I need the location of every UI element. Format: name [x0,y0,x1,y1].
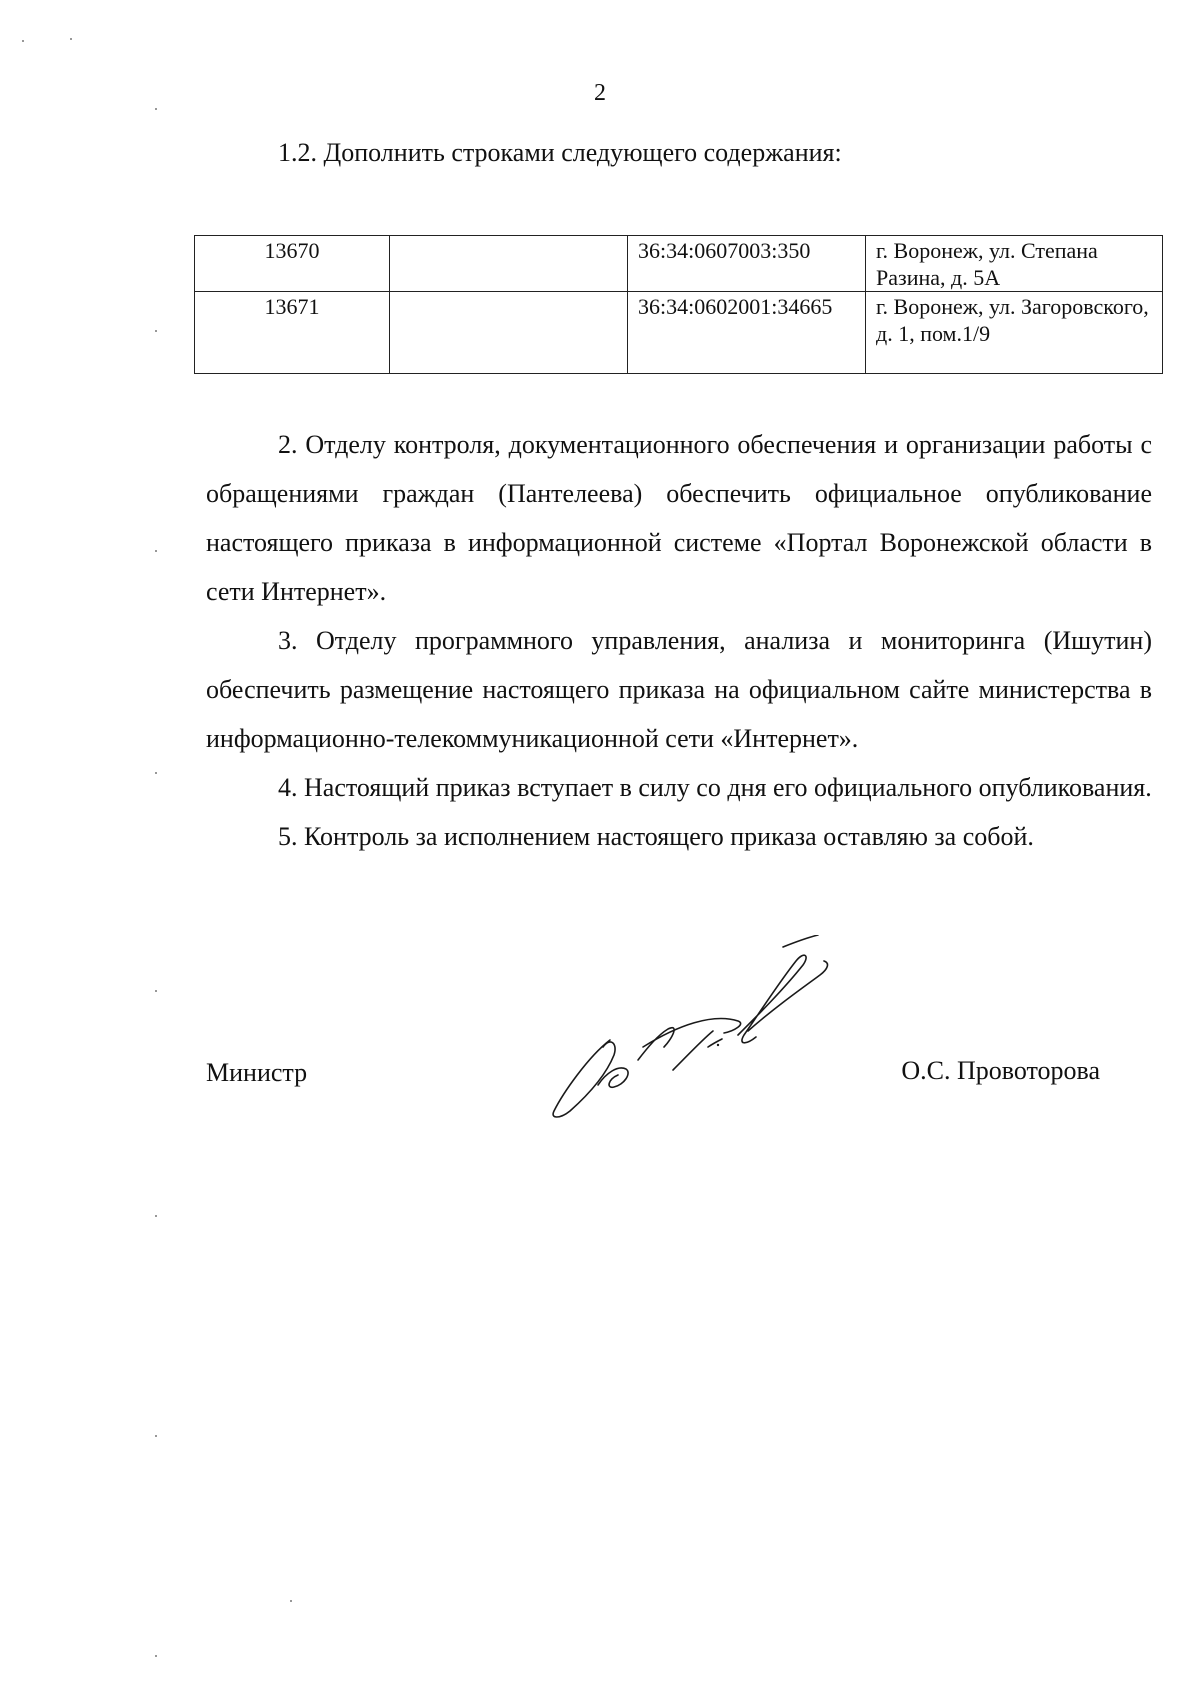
scan-speck [155,990,157,992]
scan-speck [155,772,157,774]
scan-speck [155,1655,157,1657]
paragraph-3: 3. Отделу программного управления, анализа и мониторинга (Ишутин) обеспечить размещение настоящего приказа на официальном сайте министерства в информационно-телекоммуникационной сети «Интернет». [206,626,1152,753]
table-cell-cadastral: 36:34:0607003:350 [628,236,866,292]
scan-speck [155,330,157,332]
scan-speck [155,1215,157,1217]
signer-name: О.С. Провоторова [901,1056,1100,1085]
table-cell-empty [390,236,628,292]
paragraph-4: 4. Настоящий приказ вступает в силу со дня его официального опубликования. [278,773,1152,802]
signer-title: Министр [206,1058,308,1087]
paragraph-2: 2. Отделу контроля, документационного обеспечения и организации работы с обращениями граждан (Пантелеева) обеспечить официальное опубликование настоящего приказа в информационной системе «Портал Воронежской области в сети Интернет». [206,430,1152,606]
table-cell-number: 13670 [195,236,390,292]
scan-speck [155,108,157,110]
intro-line: 1.2. Дополнить строками следующего содержания: [278,138,842,167]
table-cell-empty [390,292,628,374]
page-number: 2 [594,80,606,106]
table-cell-address: г. Воронеж, ул. Степана Разина, д. 5А [866,236,1163,292]
table-cell-cadastral: 36:34:0602001:34665 [628,292,866,374]
scan-speck [155,550,157,552]
table-row [195,292,1163,374]
body-text [206,420,1152,861]
scan-speck [22,40,24,42]
table-cell-address: г. Воронеж, ул. Загоровского, д. 1, пом.1/9 [866,292,1163,374]
table-cell-number: 13671 [195,292,390,374]
scan-speck [70,38,72,40]
scan-speck [290,1600,292,1602]
property-table [194,235,1163,374]
scan-speck [155,1435,157,1437]
paragraph-5: 5. Контроль за исполнением настоящего приказа оставляю за собой. [278,822,1034,851]
table-row [195,236,1163,292]
handwritten-signature-icon [548,935,848,1120]
